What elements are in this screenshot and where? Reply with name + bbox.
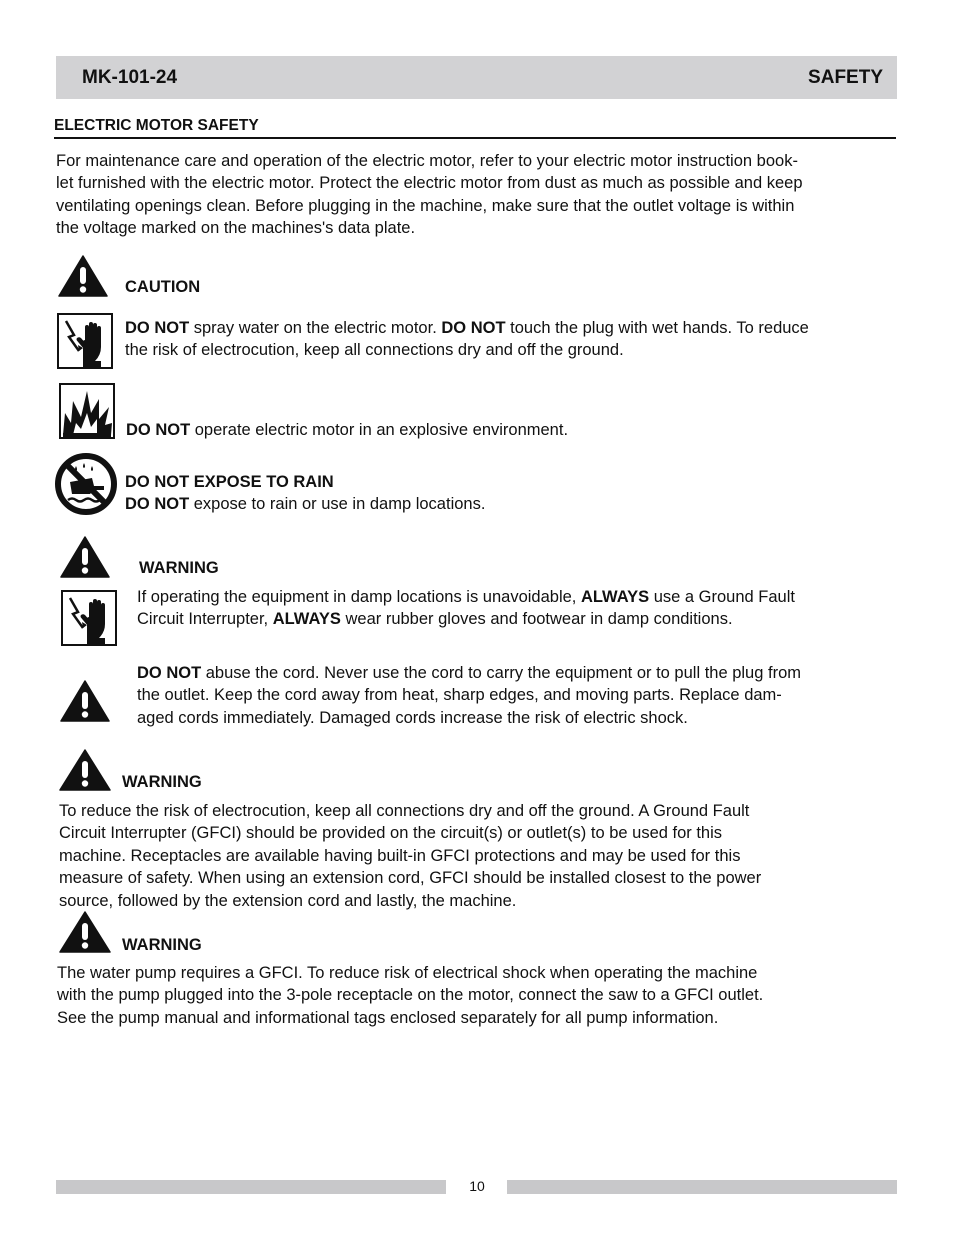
page-header — [56, 56, 897, 99]
cord-line: the outlet. Keep the cord away from heat, sharp edges, and moving parts. Replace dam- — [137, 686, 782, 705]
caution-water-line: the risk of electrocution, keep all connections dry and off the ground. — [125, 341, 624, 360]
warning-triangle-icon — [58, 255, 108, 297]
explosion-hazard-icon — [59, 383, 115, 439]
cord-line — [137, 662, 801, 684]
no-rain-exposure-icon — [54, 452, 118, 516]
electric-shock-hand-icon — [57, 313, 113, 369]
gfci-line: source, followed by the extension cord and lastly, the machine. — [59, 891, 517, 910]
section-rule — [54, 137, 896, 139]
intro-line: For maintenance care and operation of the electric motor, refer to your electric motor instruction book- — [56, 152, 798, 170]
section-name: SAFETY — [808, 67, 883, 88]
warning-label: WARNING — [122, 936, 202, 954]
explosion-text — [126, 419, 568, 441]
caution-water-text — [125, 317, 809, 362]
warning-label: WARNING — [122, 773, 202, 791]
cord-line: aged cords immediately. Damaged cords increase the risk of electric shock. — [137, 708, 688, 727]
warning-label: WARNING — [139, 559, 219, 577]
gfci-line: To reduce the risk of electrocution, keep all connections dry and off the ground. A Ground Fault — [59, 802, 750, 820]
intro-line: let furnished with the electric motor. Protect the electric motor from dust as much as possible and keep — [56, 174, 803, 193]
pump-paragraph — [57, 962, 763, 1029]
text-run: wear rubber gloves and footwear in damp conditions. — [340, 610, 733, 629]
emphasis: DO NOT — [126, 421, 191, 439]
emphasis: ALWAYS — [272, 610, 341, 629]
text-run: abuse the cord. Never use the cord to carry the equipment or to pull the plug from — [201, 664, 801, 682]
gfci-line: machine. Receptacles are available having built-in GFCI protections and may be used for this — [59, 846, 741, 865]
emphasis: DO NOT — [137, 664, 202, 682]
warning-triangle-icon — [59, 749, 111, 791]
warning-damp-line — [137, 586, 795, 608]
text-run: use a Ground Fault — [649, 588, 795, 606]
warning-triangle-icon — [60, 536, 110, 578]
footer-bar-right — [507, 1180, 897, 1194]
warning-triangle-icon — [60, 680, 110, 722]
text-run: operate electric motor in an explosive environment. — [190, 421, 569, 439]
emphasis: DO NOT — [125, 319, 190, 337]
gfci-line: measure of safety. When using an extension cord, GFCI should be installed closest to the power — [59, 869, 762, 888]
intro-paragraph — [56, 150, 803, 240]
gfci-line: Circuit Interrupter (GFCI) should be provided on the circuit(s) or outlet(s) to be used for this — [59, 824, 723, 843]
cord-text — [137, 662, 801, 729]
electric-shock-hand-icon — [61, 590, 117, 646]
intro-line: ventilating openings clean. Before plugging in the machine, make sure that the outlet voltage is within — [56, 196, 795, 215]
gfci-paragraph — [59, 800, 761, 912]
warning-damp-line — [137, 608, 795, 630]
rain-label: DO NOT EXPOSE TO RAIN — [125, 473, 334, 491]
intro-line: the voltage marked on the machines's data plate. — [56, 219, 416, 238]
caution-label: CAUTION — [125, 278, 201, 296]
warning-damp-text — [137, 586, 795, 631]
text-run: Circuit Interrupter, — [137, 610, 273, 629]
pump-line: See the pump manual and informational tags enclosed separately for all pump information. — [57, 1008, 719, 1027]
text-run: spray water on the electric motor. — [189, 319, 442, 337]
emphasis: DO NOT — [125, 495, 190, 513]
page-number: 10 — [469, 1178, 485, 1194]
pump-line: The water pump requires a GFCI. To reduce risk of electrical shock when operating the machine — [57, 964, 758, 982]
footer-bar-left — [56, 1180, 446, 1194]
model-number: MK-101-24 — [82, 67, 178, 88]
text-run: If operating the equipment in damp locations is unavoidable, — [137, 588, 581, 606]
emphasis: ALWAYS — [580, 588, 650, 606]
warning-triangle-icon — [59, 911, 111, 953]
caution-water-line — [125, 317, 809, 339]
text-run: touch the plug with wet hands. To reduce — [505, 319, 809, 337]
emphasis: DO NOT — [441, 319, 506, 337]
rain-text — [125, 493, 485, 515]
pump-line: with the pump plugged into the 3-pole receptacle on the motor, connect the saw to a GFCI outlet. — [57, 986, 764, 1005]
text-run: expose to rain or use in damp locations. — [189, 495, 486, 513]
section-title: ELECTRIC MOTOR SAFETY — [54, 117, 259, 134]
